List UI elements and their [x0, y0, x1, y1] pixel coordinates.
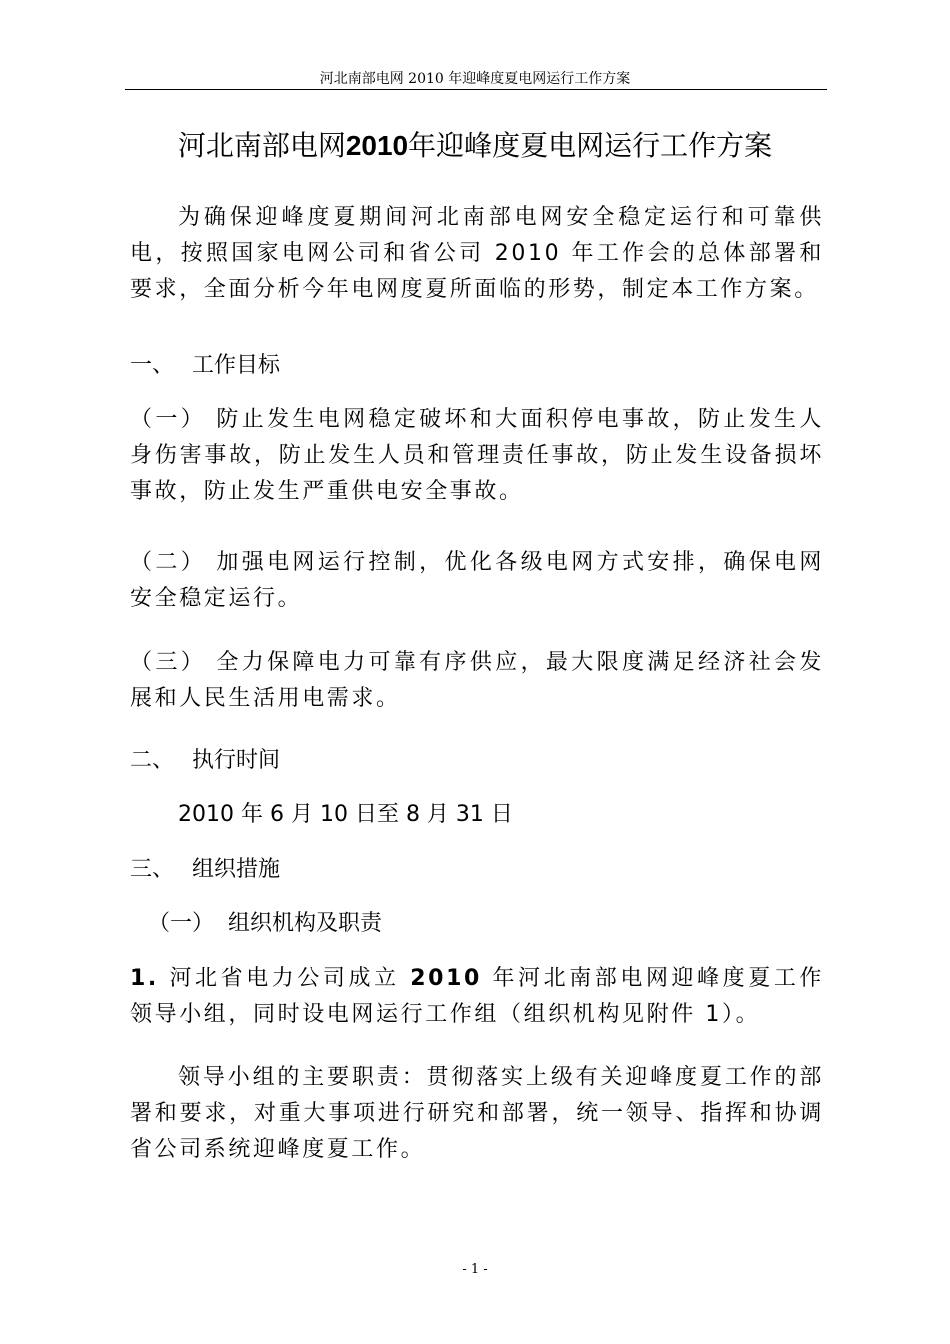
section-2-title: 执行时间	[192, 748, 281, 773]
goal-item-3-text: 全力保障电力可靠有序供应，最大限度满足经济社会发展和人民生活用电需求。	[130, 650, 824, 711]
goal-item-1-text: 防止发生电网稳定破坏和大面积停电事故，防止发生人身伤害事故，防止发生人员和管理责任事故，防止发生设备损坏事故，防止发生严重供电安全事故。	[130, 407, 824, 504]
section-1-number: 一、	[130, 353, 175, 378]
goal-item-2-number: （二）	[130, 550, 207, 575]
subsection-1-heading	[148, 906, 382, 942]
title-year: 2010	[345, 130, 409, 161]
goal-item-2	[130, 545, 824, 617]
title-pre: 河北南部电网	[177, 129, 346, 162]
subsection-1-number: （一）	[148, 911, 215, 936]
subsection-1-title: 组织机构及职责	[228, 911, 383, 936]
document-title	[0, 126, 950, 166]
goal-item-3	[130, 645, 824, 717]
org-item-1-pre: 河北省电力公司成立	[169, 966, 400, 991]
title-post: 年迎峰度夏电网运行工作方案	[408, 129, 773, 162]
org-item-1	[130, 961, 824, 1033]
goal-item-3-number: （三）	[130, 650, 207, 675]
section-3-heading	[130, 852, 280, 888]
goal-item-1	[130, 402, 824, 510]
org-item-1-post: 年河北南部电网迎峰度夏工作领导小组，同时设电网运行工作组（组织机构见附件 1）。	[130, 966, 825, 1027]
running-header: 河北南部电网 2010 年迎峰度夏电网运行工作方案	[319, 71, 631, 87]
section-1-heading	[130, 348, 280, 384]
header-rule	[125, 89, 827, 90]
execution-period: 2010 年 6 月 10 日至 8 月 31 日	[178, 802, 513, 827]
goal-item-2-text: 加强电网运行控制，优化各级电网方式安排，确保电网安全稳定运行。	[130, 550, 824, 611]
section-3-number: 三、	[130, 857, 175, 882]
section-3-title: 组织措施	[192, 857, 281, 882]
section-2-heading	[130, 743, 280, 779]
org-item-1-number: 1.	[130, 966, 159, 991]
goal-item-1-number: （一）	[130, 407, 207, 432]
intro-paragraph: 为确保迎峰度夏期间河北南部电网安全稳定运行和可靠供电，按照国家电网公司和省公司 2010 年工作会的总体部署和要求，全面分析今年电网度夏所面临的形势，制定本工作方案。	[130, 205, 824, 302]
section-1-title: 工作目标	[192, 353, 281, 378]
leadership-duty-paragraph: 领导小组的主要职责：贯彻落实上级有关迎峰度夏工作的部署和要求，对重大事项进行研究和部署，统一领导、指挥和协调省公司系统迎峰度夏工作。	[130, 1065, 824, 1162]
org-item-1-year: 2010	[410, 966, 482, 991]
section-2-number: 二、	[130, 748, 175, 773]
page-number: - 1 -	[462, 1262, 488, 1277]
